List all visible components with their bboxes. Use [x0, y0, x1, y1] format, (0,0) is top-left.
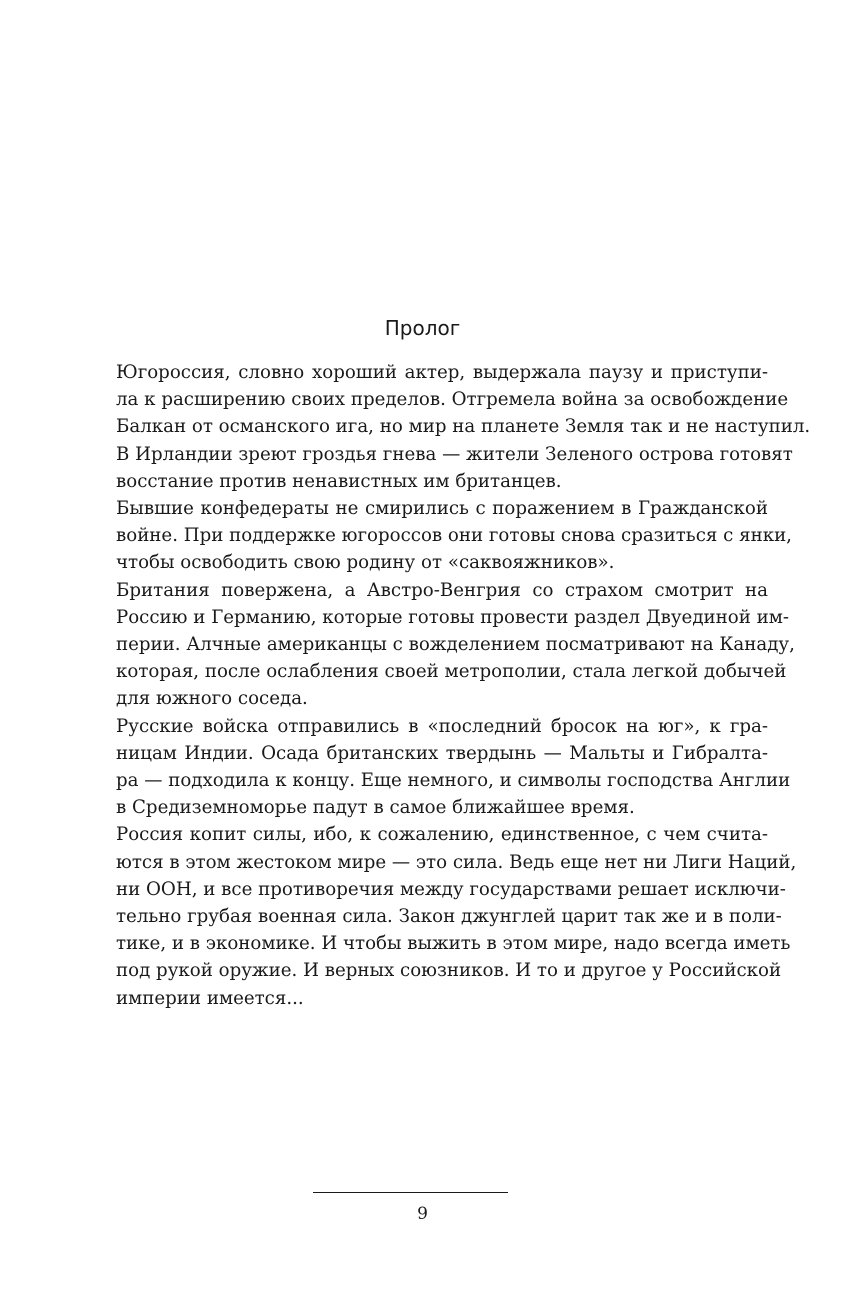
footer-rule: [313, 1192, 508, 1193]
text-line: перии. Алчные американцы с вожделением посматривают на Канаду,: [116, 634, 795, 656]
text-line: ницам Индии. Осада британских твердынь — Мальты и Гибралта-: [116, 742, 768, 764]
text-line: Россию и Германию, которые готовы провести раздел Двуединой им-: [116, 606, 790, 628]
paragraph: [80, 713, 791, 822]
text-line: В Ирландии зреют гроздья гнева — жители Зеленого острова готовят: [116, 443, 793, 465]
paragraph: [80, 577, 795, 713]
text-line: Британия повержена, а Австро-Венгрия со страхом смотрит на: [116, 579, 768, 601]
text-line: ются в этом жестоком мире — это сила. Ведь еще нет ни Лиги Наций,: [116, 851, 797, 873]
text-line: Россия копит силы, ибо, к сожалению, единственное, с чем счита-: [116, 824, 768, 846]
text-line: под рукой оружие. И верных союзников. И то и другое у Российской: [116, 960, 782, 982]
text-line: тике, и в экономике. И чтобы выжить в этом мире, надо всегда иметь: [116, 933, 791, 955]
page-number: 9: [417, 1204, 428, 1224]
text-line: восстание против ненавистных им британцев.: [116, 470, 562, 492]
text-line: Югороссия, словно хороший актер, выдержала паузу и приступи-: [116, 362, 768, 383]
text-line: ра — подходила к концу. Еще немного, и символы господства Англии: [116, 770, 791, 792]
text-line: чтобы освободить свою родину от «саквояжников».: [116, 552, 615, 574]
chapter-title: Пролог: [384, 316, 461, 340]
text-line: которая, после ослабления своей метрополии, стала легкой добычей: [116, 661, 787, 683]
text-line: Балкан от османского ига, но мир на планете Земля так и не наступил.: [116, 416, 811, 438]
text-line: Русские войска отправились в «последний бросок на юг», к гра-: [116, 715, 768, 737]
text-line: Бывшие конфедераты не смирились с поражением в Гражданской: [116, 498, 768, 520]
text-line: в Средиземноморье падут в самое ближайшее время.: [116, 797, 635, 819]
text-line: ла к расширению своих пределов. Отгремела война за освобождение: [116, 389, 789, 411]
paragraph: [80, 495, 792, 577]
text-line: для южного соседа.: [116, 688, 308, 710]
chapter-body: [80, 359, 811, 1012]
paragraph: [80, 821, 797, 1011]
text-line: тельно грубая военная сила. Закон джунглей царит так же и в поли-: [116, 906, 782, 928]
text-line: империи имеется...: [116, 987, 304, 1009]
text-line: войне. При поддержке югороссов они готовы снова сразиться с янки,: [116, 525, 792, 547]
paragraph: [80, 359, 811, 495]
text-line: ни ООН, и все противоречия между государствами решает исключи-: [116, 878, 786, 900]
